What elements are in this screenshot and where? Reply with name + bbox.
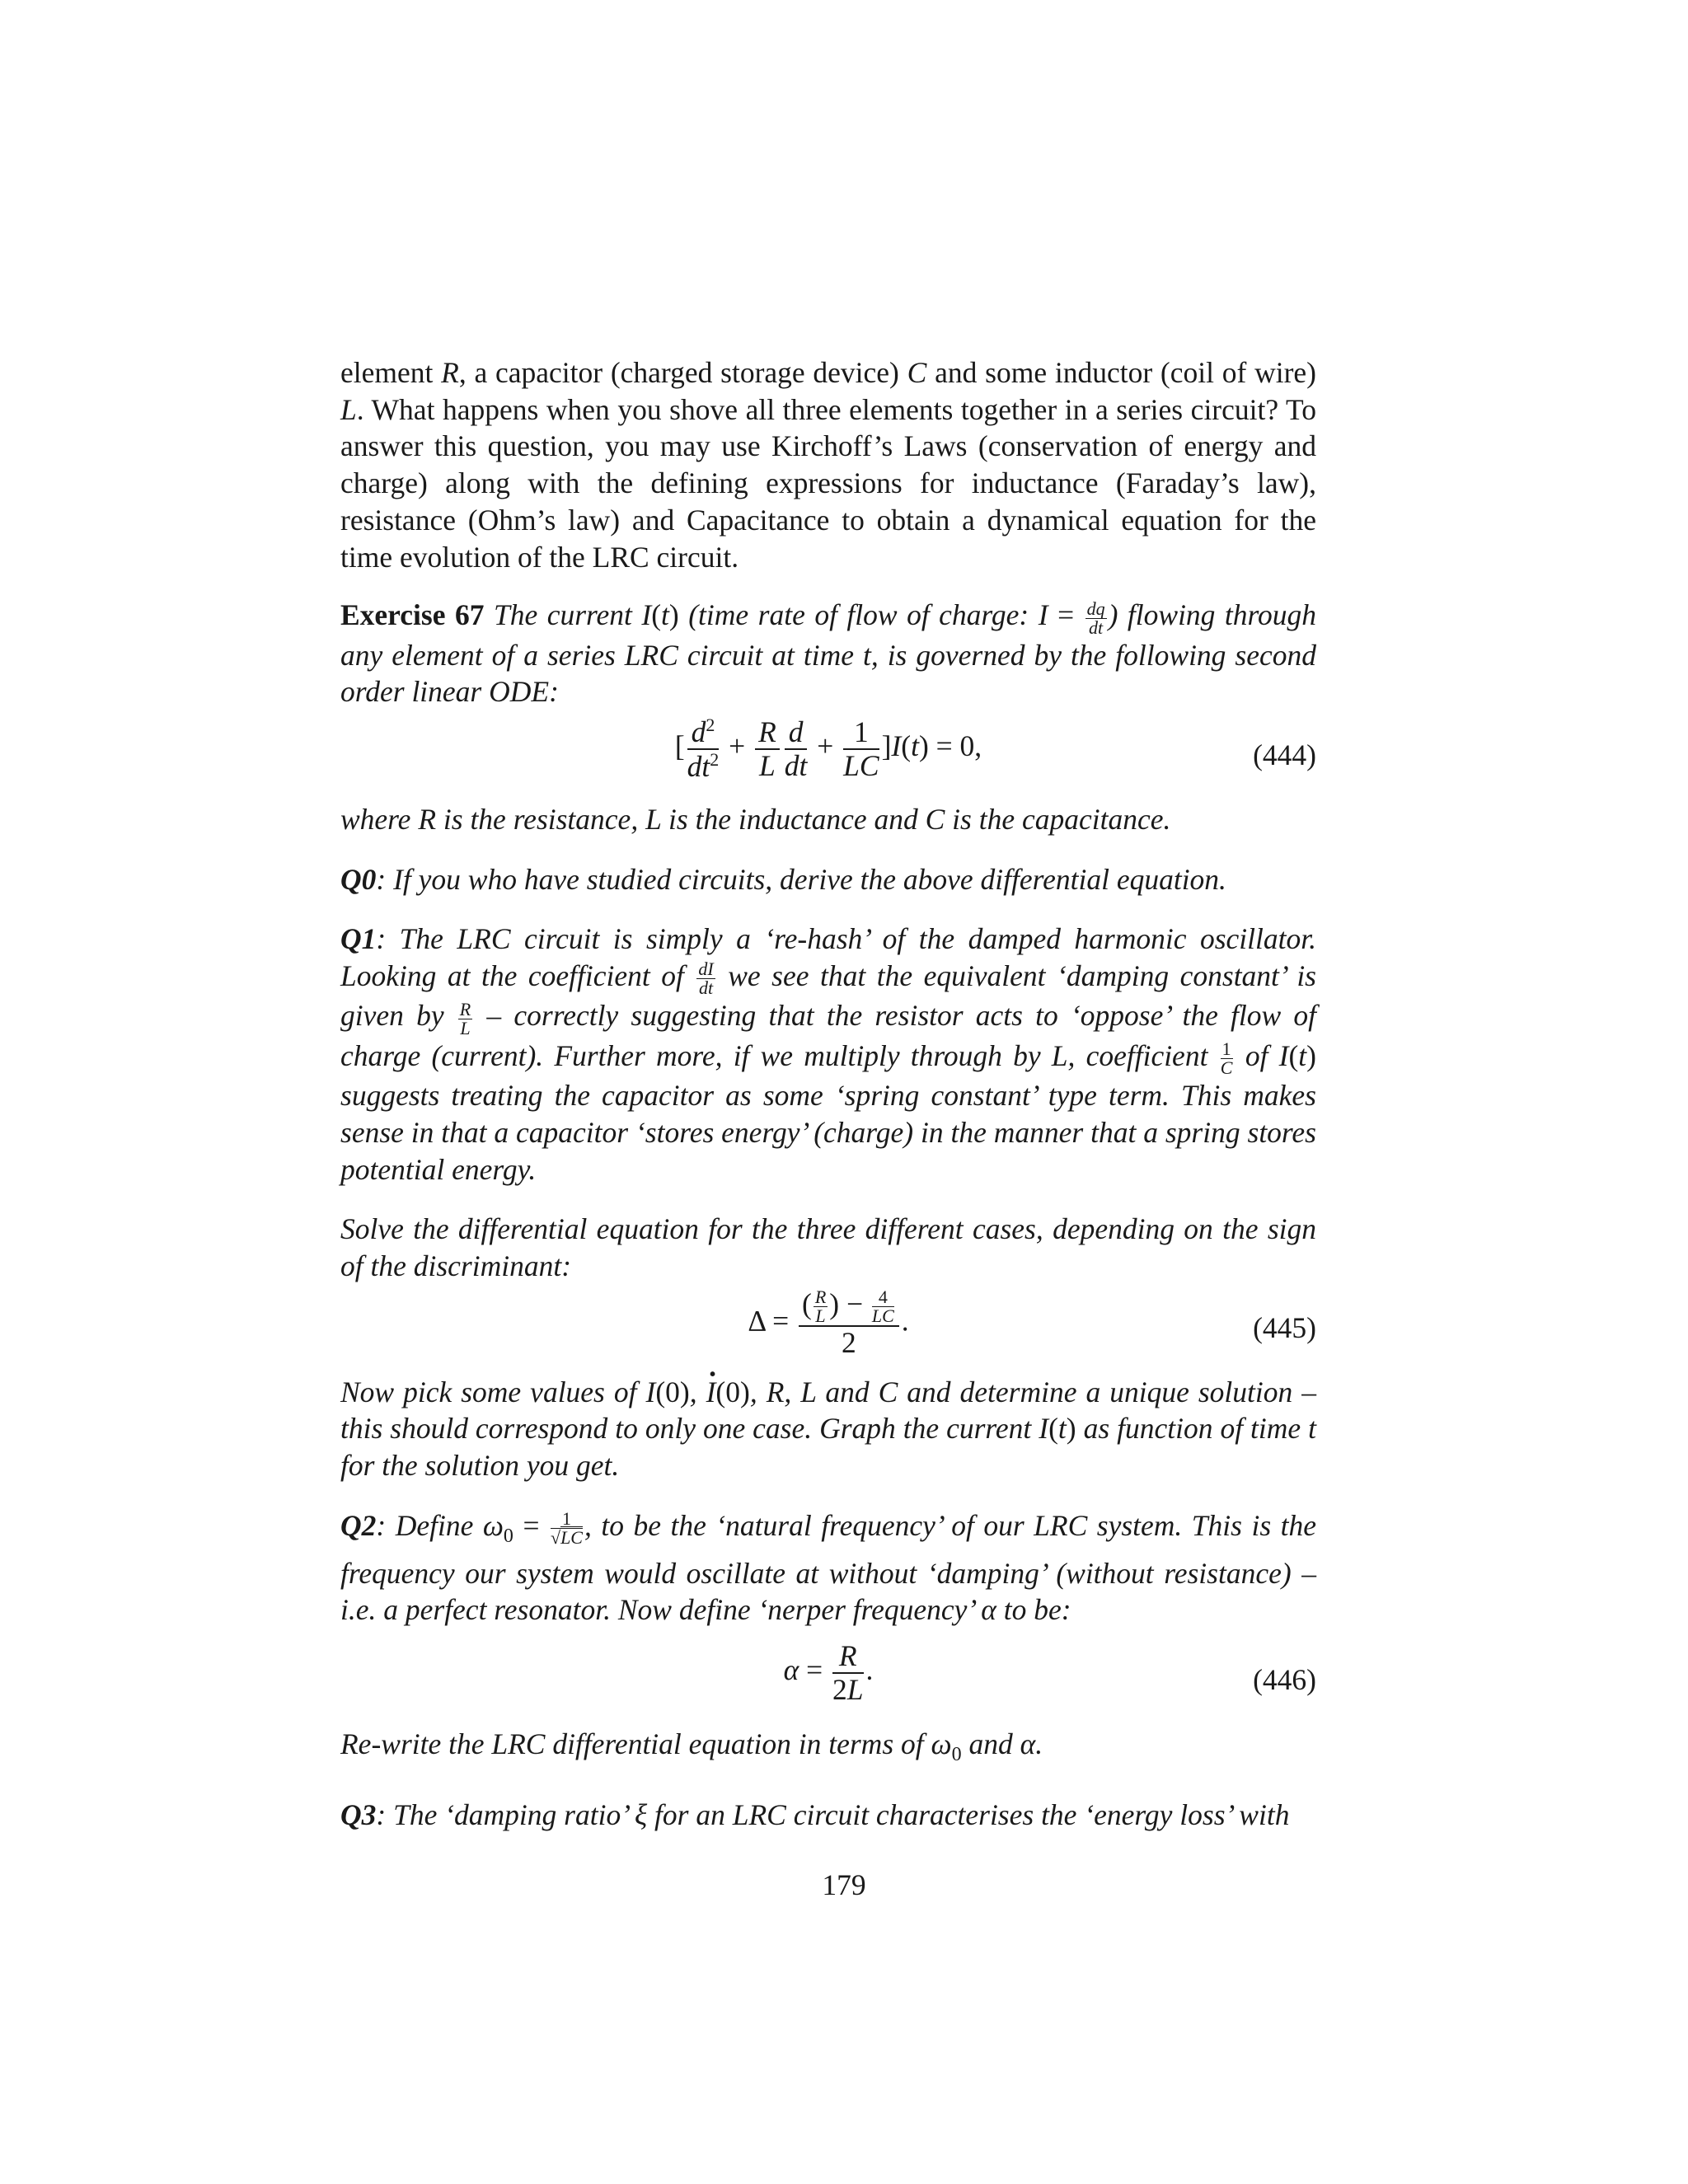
rewrite-paragraph: Re-write the LRC differential equation in terms of $\omega_0$ and α.	[340, 1727, 1043, 1766]
q3-paragraph: Q3: The ‘damping ratio’ ξ for an LRC circuit characterises the ‘energy loss’ with	[340, 1797, 1290, 1831]
where-paragraph: where R is the resistance, L is the inductance and C is the capacitance.	[340, 802, 1171, 836]
q1-paragraph: Q1: The LRC circuit is simply a ‘re-hash’ of the damped harmonic oscillator. Looking at the coefficient of $\frac{dI}{dt}$ we see that the equivalent ‘damping constant’ is given by $\frac{R}{L}$ – correctly suggesting that the resistor acts to ‘oppose’ the flow of charge (current). Further more, if we multiply through by L, coefficient $\frac{1}{C}$ of I(t) suggests treating the capacitor as some ‘spring constant’ type term. This makes sense in that a capacitor ‘stores energy’ (charge) in the manner that a spring stores potential energy.	[340, 922, 1316, 1186]
equation-number: (445)	[1253, 1310, 1316, 1344]
q2-paragraph: Q2: Define $\omega_0$ = $\frac{1}{√LC}$ , to be the ‘natural frequency’ of our LRC system. This is the frequency our system would oscillate at without ‘damping’ (without resistance) – i.e. a perfect resonator. Now define ‘nerper frequency’ α to be:	[340, 1508, 1317, 1627]
pick-paragraph: Now pick some values of I(0), I ·(0), R, L and C and determine a unique solution – this should correspond to only one case. Graph the current I(t) as function of time t for the solution you get.	[340, 1374, 1316, 1484]
text-column	[340, 354, 1316, 1834]
exercise-label: Exercise 67	[340, 598, 485, 632]
page-number: 179	[822, 1868, 866, 1901]
q0-label: Q0	[340, 862, 377, 896]
q3-label: Q3	[340, 1797, 377, 1831]
q1-label: Q1	[340, 922, 377, 956]
equation-445: Δ = ( $\frac{R}{L}$ ) − $\frac{4}{LC}$ 2 . (445)	[748, 1286, 1316, 1360]
exercise-paragraph: Exercise 67 The current I(t) (time rate of flow of charge: I = $\frac{dq}{dt}$ ) flowing through any element of a series LRC circuit at time t, is governed by the following second order linear ODE:	[340, 598, 1317, 709]
q0-paragraph: Q0: If you who have studied circuits, derive the above differential equation.	[340, 862, 1226, 896]
equation-number: (446)	[1253, 1663, 1316, 1696]
intro-paragraph: element R, a capacitor (charged storage device) C and some inductor (coil of wire) L. What happens when you shove all three elements together in a series circuit? To answer this question, you may use Kirchoff’s Laws (conservation of energy and charge) along with the defining expressions for inductance (Faraday’s law), resistance (Ohm’s law) and Capacitance to obtain a dynamical equation for the time evolution of the LRC circuit.	[340, 356, 1316, 574]
solve-paragraph: Solve the differential equation for the three different cases, depending on the sign of the discriminant:	[340, 1212, 1316, 1282]
equation-444: [ $\frac{d^2}{dt^2}$ + $\frac{R}{L}$ $\frac{d}{dt}$ + $\frac{1}{LC}$ ]I(t) = 0, (444)	[674, 714, 1316, 783]
q2-label: Q2	[340, 1508, 377, 1542]
equation-number: (444)	[1253, 738, 1316, 771]
equation-446: α = $\frac{R}{2L}$ . (446)	[783, 1639, 1316, 1707]
